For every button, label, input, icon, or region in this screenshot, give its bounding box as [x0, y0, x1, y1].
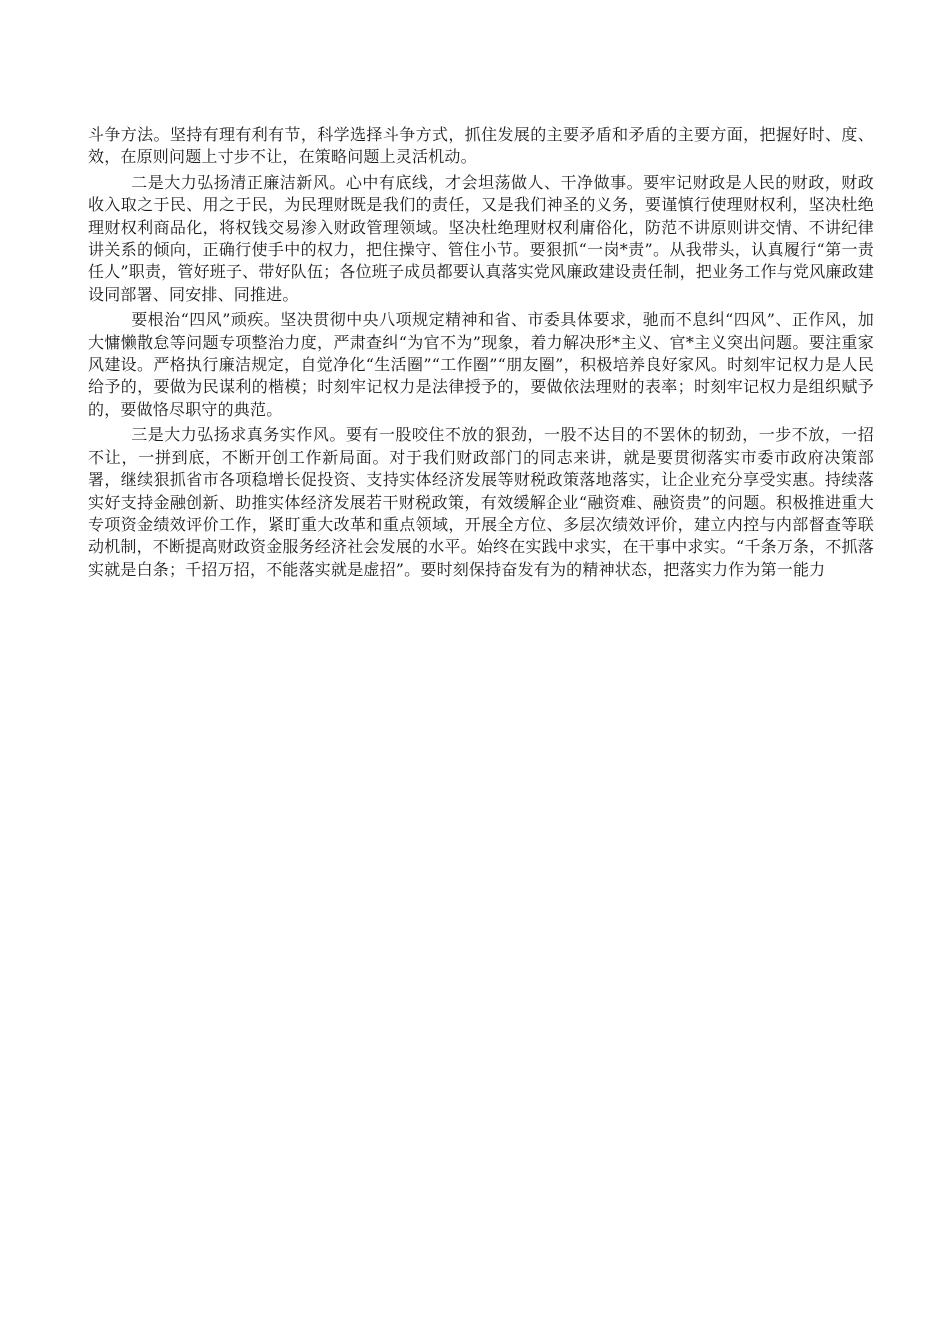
paragraph-four-styles: 要根治“四风”顽疾。坚决贯彻中央八项规定精神和省、市委具体要求，驰而不息纠“四风”、正作风，加大慵懒散怠等问题专项整治力度，严肃查纠“为官不为”现象，着力解决形*主义、官*主义突出问题。要注重家风建设。严格执行廉洁规定，自觉净化“生活圈”“工作圈”“朋友圈”，积极培养良好家风。时刻牢记权力是人民给予的，要做为民谋利的楷模；时刻牢记权力是法律授予的，要做依法理财的表率；时刻牢记权力是组织赋予的，要做恪尽职守的典范。 — [88, 310, 874, 419]
paragraph-clean-governance: 二是大力弘扬清正廉洁新风。心中有底线，才会坦荡做人、干净做事。要牢记财政是人民的财政，财政收入取之于民、用之于民，为民理财既是我们的责任，又是我们神圣的义务，要谨慎行使理财权利，坚决杜绝理财权利商品化，将权钱交易渗入财政管理领域。坚决杜绝理财权利庸俗化，防范不讲原则讲交情、不讲纪律讲关系的倾向，正确行使手中的权力，把住操守、管住小节。要狠抓“一岗*责”。从我带头，认真履行“第一责任人”职责，管好班子、带好队伍；各位班子成员都要认真落实党风廉政建设责任制，把业务工作与党风廉政建设同部署、同安排、同推进。 — [88, 172, 874, 304]
paragraph-continuation: 斗争方法。坚持有理有利有节，科学选择斗争方式，抓住发展的主要矛盾和矛盾的主要方面，把握好时、度、效，在原则问题上寸步不让，在策略问题上灵活机动。 — [88, 125, 874, 167]
document-page — [88, 124, 874, 584]
paragraph-pragmatic-style: 三是大力弘扬求真务实作风。要有一股咬住不放的狠劲，一股不达目的不罢休的韧劲，一步不放，一招不让，一拼到底，不断开创工作新局面。对于我们财政部门的同志来讲，就是要贯彻落实市委市政府决策部署，继续狠抓省市各项稳增长促投资、支持实体经济发展等财税政策落地落实，让企业充分享受实惠。持续落实好支持金融创新、助推实体经济发展若干财税政策，有效缓解企业“融资难、融资贵”的问题。积极推进重大专项资金绩效评价工作，紧盯重大改革和重点领域，开展全方位、多层次绩效评价，建立内控与内部督查等联动机制，不断提高财政资金服务经济社会发展的水平。始终在实践中求实，在干事中求实。“千条万条，不抓落实就是白条；千招万招，不能落实就是虚招”。要时刻保持奋发有为的精神状态，把落实力作为第一能力 — [88, 425, 874, 579]
